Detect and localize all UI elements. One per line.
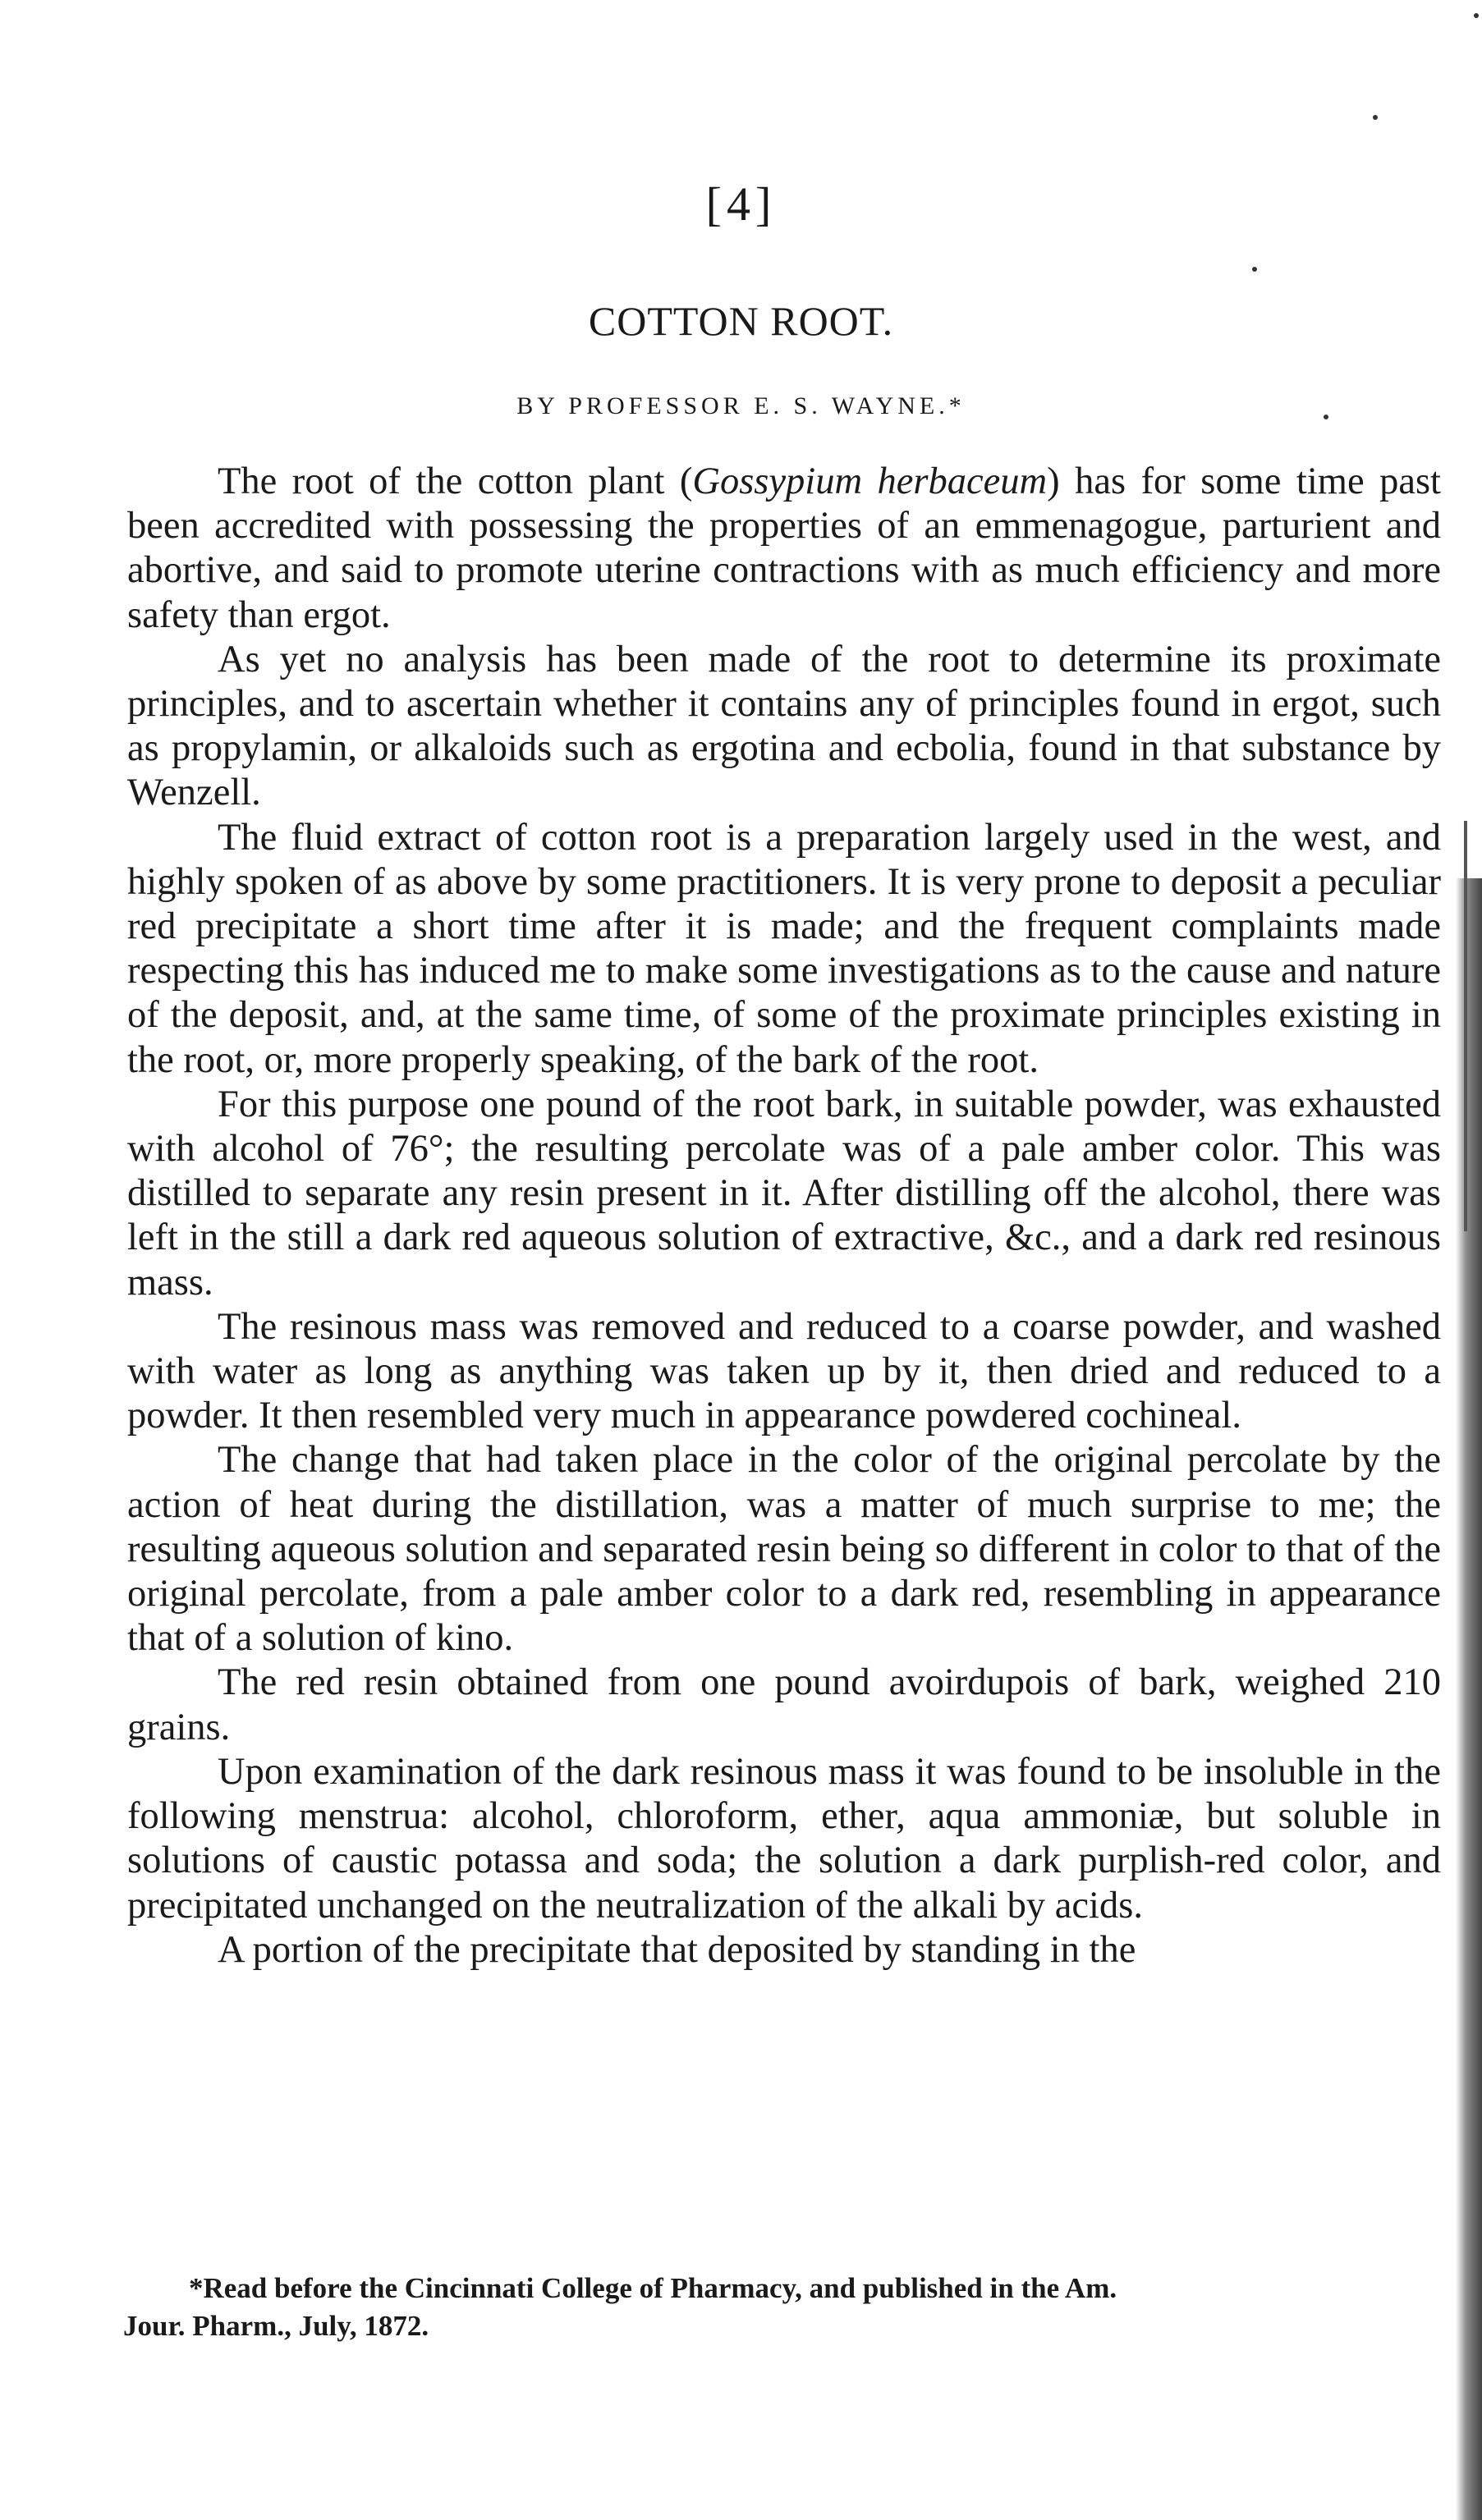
article-title: COTTON ROOT. <box>588 298 894 344</box>
footnote <box>123 2270 1437 2345</box>
paragraph-7: The red resin obtained from one pound avoirdupois of bark, weighed 210 grains. <box>127 1661 1441 1748</box>
footnote-line-1: *Read before the Cincinnati College of Pharmacy, and published in the Am. <box>189 2272 1117 2304</box>
paragraph-6: The change that had taken place in the color of the original percolate by the action of heat during the distillation, was a matter of much surprise to me; the resulting aqueous solution and separated resin being so different in color to that of the original percolate, from a pale amber color to a dark red, resembling in appearance that of a solution of kino. <box>127 1439 1441 1660</box>
paragraph-9: A portion of the precipitate that deposited by standing in the <box>218 1928 1136 1971</box>
footnote-line-2: Jour. Pharm., July, 1872. <box>123 2310 429 2342</box>
paragraph-1-end: ) has for some time past been accredited with possessing the properties of an emmenagogue, parturient and abortive, and said to promote uterine contractions with as much efficiency and more safety than ergot. <box>127 460 1441 636</box>
article-body <box>127 460 1441 1972</box>
page-number: [4] <box>705 177 777 231</box>
scan-edge-line <box>1464 821 1467 1231</box>
scan-speck <box>1252 267 1257 272</box>
scan-speck <box>1474 13 1479 18</box>
paragraph-5: The resinous mass was removed and reduced to a coarse powder, and washed with water as long as anything was taken up by it, then dried and reduced to a powder. It then resembled very much in appearance powdered cochineal. <box>127 1305 1441 1437</box>
paragraph-8: Upon examination of the dark resinous mass it was found to be insoluble in the following menstrua: alcohol, chloroform, ether, aqua ammoniæ, but soluble in solutions of caustic potassa and soda; the solution a dark purplish-red color, and precipitated unchanged on the neutralization of the alkali by acids. <box>127 1750 1441 1927</box>
paragraph-1 <box>127 460 1441 638</box>
paragraph-3: The fluid extract of cotton root is a preparation largely used in the west, and highly spoken of as above by some practitioners. It is very prone to deposit a peculiar red precipitate a short time after it is made; and the frequent complaints made respecting this has induced me to make some investigations as to the cause and nature of the deposit, and, at the same time, of some of the proximate principles existing in the root, or, more properly speaking, of the bark of the root. <box>127 816 1441 1081</box>
paragraph-4: For this purpose one pound of the root bark, in suitable powder, was exhausted with alcohol of 76°; the resulting percolate was of a pale amber color. This was distilled to separate any resin present in it. After distilling off the alcohol, there was left in the still a dark red aqueous solution of extractive, &c., and a dark red resinous mass. <box>127 1083 1441 1304</box>
author-byline: BY PROFESSOR E. S. WAYNE.* <box>516 392 966 419</box>
scan-speck <box>1324 415 1328 419</box>
paragraph-2: As yet no analysis has been made of the root to determine its proximate principles, and to ascertain whether it contains any of principles found in ergot, such as propylamin, or alkaloids such as ergotina and ecbolia, found in that substance by Wenzell. <box>127 638 1441 814</box>
scan-edge-shadow <box>1456 878 1482 2520</box>
scan-speck <box>1373 115 1378 120</box>
paragraph-1-start: The root of the cotton plant ( <box>218 460 693 502</box>
species-name: Gossypium herbaceum <box>692 460 1048 502</box>
